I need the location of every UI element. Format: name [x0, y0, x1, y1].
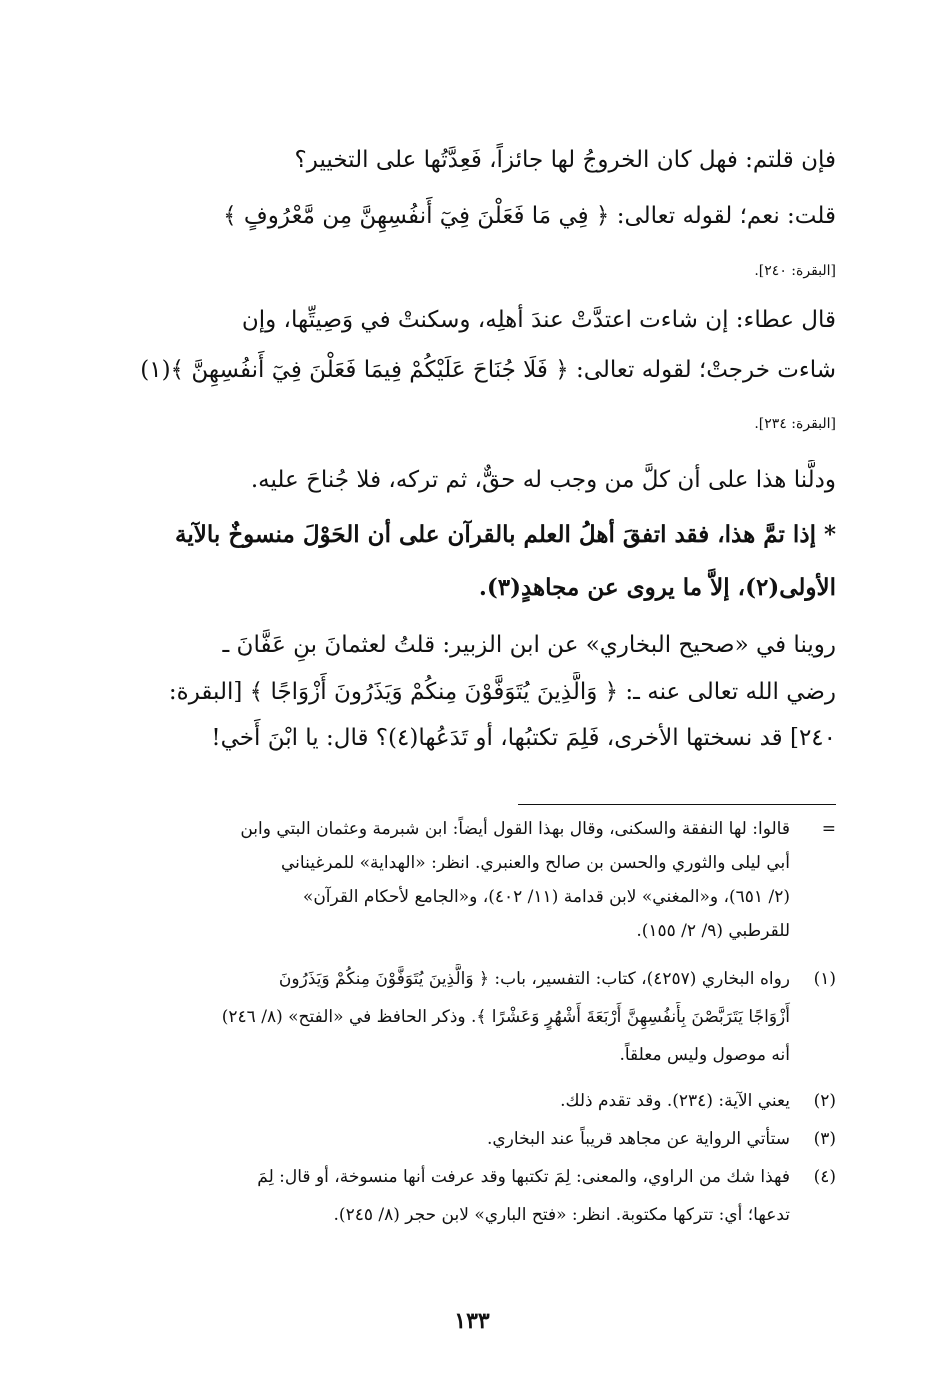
footnote-line [108, 1040, 836, 1070]
footnote-line [108, 882, 836, 912]
footnote-mark: = [821, 819, 836, 839]
footnote-mark: (٤) [813, 1167, 836, 1187]
footnote-text: (٢/ ٦٥١)، و«المغني» لابن قدامة (١١/ ٤٠٢)، و«الجامع لأحكام القرآن» [302, 887, 790, 907]
footnote-text: أنه موصول وليس معلقاً. [619, 1045, 790, 1065]
footnote-text: يعني الآية: (٢٣٤). وقد تقدم ذلك. [560, 1091, 790, 1111]
footnote-line [108, 1002, 836, 1032]
footnote-line [108, 916, 836, 946]
text-line-4: قال عطاء: إن شاءت اعتدَّتْ عندَ أهلِه، وسكنتْ في وَصِيتِّها، وإن [241, 307, 836, 333]
text-line-2: قلت: نعم؛ لقوله تعالى: ﴿ فِي مَا فَعَلْنَ فِيٓ أَنفُسِهِنَّ مِن مَّعْرُوفٍ ﴾ [223, 203, 836, 229]
text-line-7: ودلَّنا هذا على أن كلَّ من وجب له حقٌّ، ثم تركه، فلا جُناحَ عليه. [250, 467, 836, 493]
footnote-line [108, 814, 836, 844]
footnote-line [108, 1124, 836, 1154]
footnote-text: أَزْوَاجًا يَتَرَبَّصْنَ بِأَنفُسِهِنَّ أَرْبَعَةَ أَشْهُرٍ وَعَشْرًا ﴾. وذكر الحافظ في «الفتح» (٨/ ٢٤٦) [221, 1007, 790, 1027]
footnote-line [108, 964, 836, 994]
footnote-text: تدعها؛ أي: تتركها مكتوبة. انظر: «فتح الباري» لابن حجر (٨/ ٢٤٥). [333, 1205, 790, 1225]
footnote-line [108, 1086, 836, 1116]
text-line-9: الأولى(٢)، إلاَّ ما يروى عن مجاهدٍ(٣). [478, 574, 836, 601]
text-line-8: * إذا تمَّ هذا، فقد اتفقَ أهلُ العلم بالقرآن على أن الحَوْلَ منسوخٌ بالآية [175, 521, 836, 548]
footnote-mark: (١) [813, 969, 836, 989]
footnote-mark: (٣) [813, 1129, 836, 1149]
page-number: ١٣٣ [454, 1308, 490, 1334]
text-line-12: ٢٤٠] قد نسختها الأخرى، فَلِمَ تكتبُها، أو تَدَعُها(٤)؟ قال: يا ابْنَ أَخي! [211, 725, 836, 751]
footnote-text: قالوا: لها النفقة والسكنى، وقال بهذا القول أيضاً: ابن شبرمة وعثمان البتي وابن [240, 819, 790, 839]
text-line-1: فإن قلتم: فهل كان الخروجُ لها جائزاً، فَعِدَّتُها على التخيير؟ [294, 147, 836, 173]
footnote-text: ستأتي الرواية عن مجاهد قريباً عند البخاري. [486, 1129, 790, 1149]
footnote-mark: (٢) [813, 1091, 836, 1111]
footnote-line [108, 848, 836, 878]
text-line-10: روينا في «صحيح البخاري» عن ابن الزبير: قلتُ لعثمانَ بنِ عَفَّانَ ـ [222, 632, 836, 658]
footnote-line [108, 1162, 836, 1192]
footnote-text: أبي ليلى والثوري والحسن بن صالح والعنبري. انظر: «الهداية» للمرغيناني [281, 853, 790, 873]
quran-reference-1: [البقرة: ٢٤٠]. [754, 263, 836, 279]
footnote-line [108, 1200, 836, 1230]
text-line-11: رضي الله تعالى عنه ـ: ﴿ وَالَّذِينَ يُتَوَفَّوْنَ مِنكُمْ وَيَذَرُونَ أَزْوَاجًا ﴾ [البقرة: [168, 679, 836, 705]
footnote-text: رواه البخاري (٤٢٥٧)، كتاب: التفسير، باب: ﴿ وَالَّذِينَ يُتَوَفَّوْنَ مِنكُمْ وَيَذَرُونَ [278, 969, 790, 989]
footnote-text: للقرطبي (٩/ ٢/ ١٥٥). [636, 921, 790, 941]
footnote-text: فهذا شك من الراوي، والمعنى: لِمَ تكتبها وقد عرفت أنها منسوخة، أو قال: لِمَ [257, 1167, 790, 1187]
quran-reference-2: [البقرة: ٢٣٤]. [754, 416, 836, 432]
footnote-separator [518, 804, 836, 805]
text-line-5: شاءت خرجتْ؛ لقوله تعالى: ﴿ فَلَا جُنَاحَ عَلَيْكُمْ فِيمَا فَعَلْنَ فِيٓ أَنفُسِهِنَّ ﴾(١) [140, 357, 836, 383]
